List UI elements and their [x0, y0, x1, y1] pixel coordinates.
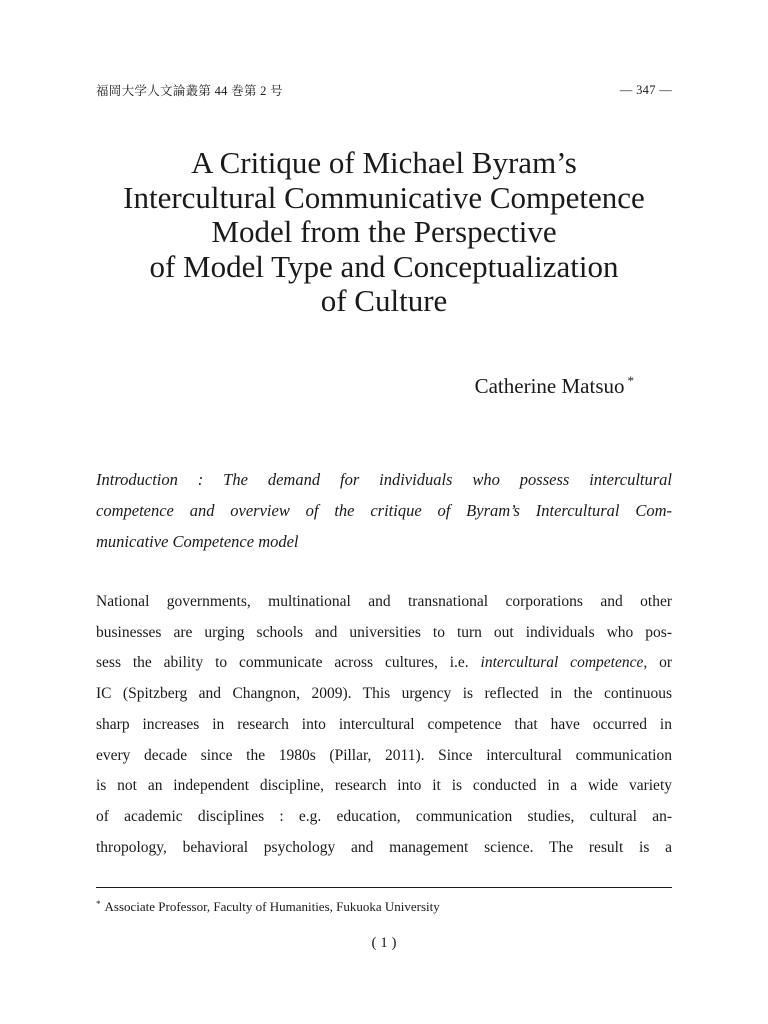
page-marker: — 347 —	[619, 82, 672, 97]
page-number: ( 1 )	[371, 935, 397, 951]
footnote	[96, 899, 440, 915]
title-line: of Model Type and Conceptualization	[149, 248, 619, 284]
author-footnote-mark: *	[627, 373, 634, 388]
title-line: Model from the Perspective	[211, 214, 557, 249]
paragraph-line: businesses are urging schools and universities to turn out individuals who pos-	[96, 623, 672, 641]
heading-line: municative Competence model	[96, 532, 299, 551]
line-text: sess the ability to communicate across cultures, i.e.	[96, 654, 481, 672]
emphasized-term: intercultural competence,	[480, 654, 648, 672]
author-name: Catherine Matsuo	[474, 374, 625, 398]
paragraph-line: sharp increases in research into intercultural competence that have occurred in	[96, 715, 672, 733]
paragraph-line: IC (Spitzberg and Changnon, 2009). This urgency is reflected in the continuous	[96, 685, 672, 703]
footnote-mark: *	[96, 899, 101, 909]
journal-name: 福岡大学人文論叢第 44 巻第 2 号	[96, 84, 283, 98]
paragraph-line: National governments, multinational and transnational corporations and other	[96, 593, 672, 610]
paragraph-line: every decade since the 1980s (Pillar, 2011). Since intercultural communication	[96, 746, 672, 764]
paragraph-line: thropology, behavioral psychology and management science. The result is a	[96, 838, 672, 856]
footnote-text: Associate Professor, Faculty of Humanities, Fukuoka University	[104, 899, 440, 914]
heading-line: Introduction : The demand for individuals who possess intercultural	[96, 470, 672, 489]
paragraph-line	[96, 648, 672, 679]
footnote-divider	[96, 887, 672, 888]
line-text: or	[647, 654, 672, 672]
section-heading	[96, 464, 672, 557]
paragraph-line: of academic disciplines : e.g. education, communication studies, cultural an-	[96, 807, 672, 825]
title-line: A Critique of Michael Byram’s	[191, 145, 577, 180]
title-line: Intercultural Communicative Competence	[123, 179, 645, 215]
paper-title	[60, 146, 708, 319]
heading-line: competence and overview of the critique of Byram’s Intercultural Com-	[96, 501, 672, 520]
title-line: of Culture	[320, 283, 448, 318]
running-head	[96, 80, 672, 100]
author	[475, 374, 634, 399]
paragraph-line: is not an independent discipline, research into it is conducted in a wide variety	[96, 777, 672, 795]
body-paragraph	[96, 587, 672, 863]
